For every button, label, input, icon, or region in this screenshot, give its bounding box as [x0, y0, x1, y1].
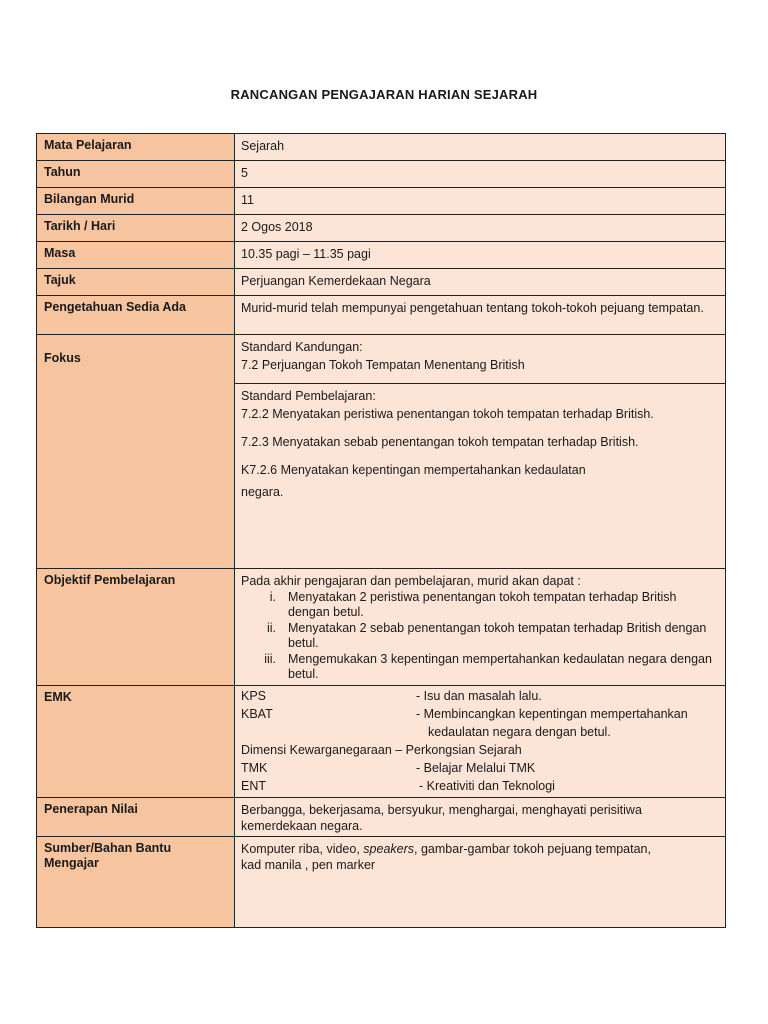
- fokus-label-text: Fokus: [44, 351, 81, 365]
- label-objektif: Objektif Pembelajaran: [37, 569, 235, 686]
- pembelajaran-item-3: K7.2.6 Menyatakan kepentingan mempertahankan kedaulatan: [241, 463, 586, 477]
- sumber-text-em: speakers: [363, 842, 415, 856]
- table-row: [37, 188, 726, 215]
- label-emk: EMK: [37, 686, 235, 798]
- emk-kps-row: [241, 687, 719, 705]
- value-standard-pembelajaran: [235, 384, 726, 569]
- emk-tmk-row: [241, 759, 719, 777]
- page-title: RANCANGAN PENGAJARAN HARIAN SEJARAH: [230, 87, 538, 102]
- list-item-text: Menyatakan 2 sebab penentangan tokoh tempatan terhadap British dengan betul.: [288, 621, 707, 650]
- value-objektif: [235, 569, 726, 686]
- sumber-line-2: kad manila , pen marker: [241, 858, 376, 872]
- label-mata-pelajaran: Mata Pelajaran: [37, 134, 235, 161]
- table-row: [37, 798, 726, 837]
- list-item-number: iii.: [264, 652, 276, 666]
- pembelajaran-item-2: 7.2.3 Menyatakan sebab penentangan tokoh tempatan terhadap British.: [241, 435, 639, 449]
- label-tarikh: Tarikh / Hari: [37, 215, 235, 242]
- label-bilangan-murid: Bilangan Murid: [37, 188, 235, 215]
- value-nilai: Berbangga, bekerjasama, bersyukur, menghargai, menghayati perisitiwa kemerdekaan negara.: [235, 798, 726, 837]
- table-row: [37, 134, 726, 161]
- emk-dimensi: Dimensi Kewarganegaraan – Perkongsian Sejarah: [241, 743, 522, 757]
- table-row: [37, 269, 726, 296]
- value-tajuk: Perjuangan Kemerdekaan Negara: [235, 269, 726, 296]
- label-masa: Masa: [37, 242, 235, 269]
- list-item-number: i.: [269, 590, 276, 604]
- emk-tmk-value: - Belajar Melalui TMK: [416, 761, 536, 775]
- sumber-text-pre: Komputer riba, video,: [241, 842, 364, 856]
- label-fokus: [37, 335, 235, 569]
- value-pengetahuan: Murid-murid telah mempunyai pengetahuan tentang tokoh-tokoh pejuang tempatan.: [235, 296, 726, 335]
- kandungan-heading: Standard Kandungan:: [241, 340, 363, 354]
- label-nilai: Penerapan Nilai: [37, 798, 235, 837]
- objektif-list: [241, 590, 719, 682]
- emk-kbat-row: [241, 705, 719, 723]
- table-row: [37, 296, 726, 335]
- emk-kps-value: - Isu dan masalah lalu.: [416, 689, 542, 703]
- emk-tmk-key: TMK: [241, 761, 268, 775]
- table-row: [37, 335, 726, 384]
- lesson-plan-table: [36, 133, 726, 928]
- emk-kbat-key: KBAT: [241, 707, 273, 721]
- emk-ent-key: ENT: [241, 779, 266, 793]
- label-pengetahuan: Pengetahuan Sedia Ada: [37, 296, 235, 335]
- emk-kps-key: KPS: [241, 689, 267, 703]
- list-item-text: Mengemukakan 3 kepentingan mempertahankan kedaulatan negara dengan betul.: [288, 652, 712, 681]
- objektif-intro: Pada akhir pengajaran dan pembelajaran, murid akan dapat :: [241, 574, 581, 588]
- emk-ent-row: [241, 777, 719, 795]
- list-item: [241, 621, 719, 651]
- emk-ent-value: - Kreativiti dan Teknologi: [419, 779, 555, 793]
- pembelajaran-item-1: 7.2.2 Menyatakan peristiwa penentangan tokoh tempatan terhadap British.: [241, 407, 654, 421]
- table-row: [37, 242, 726, 269]
- table-row: [37, 161, 726, 188]
- sumber-line-1: [241, 841, 719, 857]
- list-item-text: Menyatakan 2 peristiwa penentangan tokoh tempatan terhadap British dengan betul.: [288, 590, 677, 619]
- list-item: [241, 590, 719, 620]
- emk-kbat-cont: kedaulatan negara dengan betul.: [428, 725, 611, 739]
- list-item-number: ii.: [266, 621, 276, 635]
- pembelajaran-heading: Standard Pembelajaran:: [241, 389, 376, 403]
- value-tarikh: 2 Ogos 2018: [235, 215, 726, 242]
- value-tahun: 5: [235, 161, 726, 188]
- table-row: [37, 686, 726, 798]
- kandungan-item: 7.2 Perjuangan Tokoh Tempatan Menentang British: [241, 358, 525, 372]
- emk-kbat-value: - Membincangkan kepentingan mempertahankan: [416, 707, 688, 721]
- label-sumber: Sumber/Bahan Bantu Mengajar: [37, 837, 235, 928]
- list-item: [241, 652, 719, 682]
- sumber-text-post: , gambar-gambar tokoh pejuang tempatan,: [414, 842, 651, 856]
- label-tahun: Tahun: [37, 161, 235, 188]
- pembelajaran-item-3-cont: negara.: [241, 485, 284, 499]
- value-sumber: [235, 837, 726, 928]
- value-mata-pelajaran: Sejarah: [235, 134, 726, 161]
- table-row: [37, 837, 726, 928]
- value-masa: 10.35 pagi – 11.35 pagi: [235, 242, 726, 269]
- table-row: [37, 215, 726, 242]
- value-standard-kandungan: [235, 335, 726, 384]
- value-emk: [235, 686, 726, 798]
- table-row: [37, 569, 726, 686]
- label-tajuk: Tajuk: [37, 269, 235, 296]
- value-bilangan-murid: 11: [235, 188, 726, 215]
